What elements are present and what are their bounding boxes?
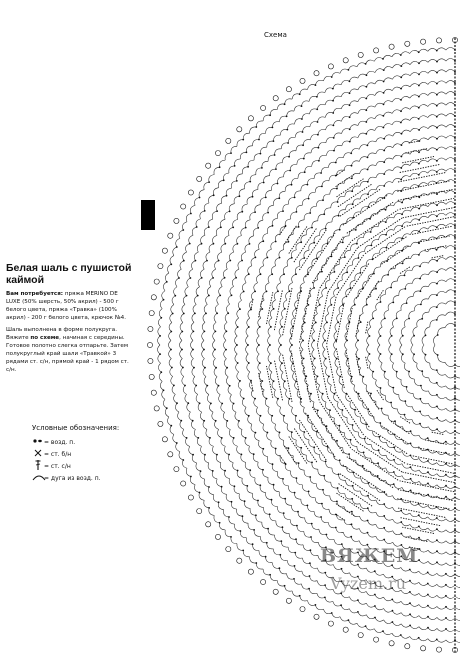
- legend-title: Условные обозначения:: [32, 424, 120, 432]
- page-edge-marker: [141, 200, 155, 230]
- materials-paragraph: [6, 290, 131, 322]
- article-title: Белая шаль с пушистой каймой: [6, 262, 132, 286]
- instructions-bold: по схеме: [30, 335, 60, 341]
- legend-text-sc: = ст. б/н: [44, 450, 72, 458]
- watermark-site: Vyzem.ru: [330, 574, 407, 593]
- article-body: [6, 290, 131, 378]
- dagger-icon: [32, 460, 44, 472]
- legend-item-dc: [32, 460, 142, 472]
- arc-icon: [32, 473, 44, 483]
- legend-text-arc: = дуга из возд. п.: [44, 474, 101, 482]
- instructions-part-b: , начиная с середины. Готовое полотно слегка отпарьте. Затем полукруглый край шали «Травкой» 3 рядами ст. с/н, прямой край - 1 рядом ст. с/н.: [6, 335, 129, 373]
- watermark-logo: ВЯЖЕМ: [320, 545, 419, 567]
- legend-item-chain: [32, 436, 142, 448]
- filled-dot-chain-icon: [32, 437, 44, 447]
- legend-item-arc: [32, 472, 142, 484]
- legend: [32, 424, 142, 484]
- cross-icon: [32, 449, 44, 459]
- instructions-part-a: Шаль выполнена в форме полукруга. Вяжите: [6, 327, 118, 341]
- materials-text: пряжа MERINO DE LUXE (50% шерсть, 50% акрил) - 500 г белого цвета, пряжа «Травка» (100% акрил) - 200 г белого цвета, крючок №4.: [6, 291, 126, 321]
- legend-text-dc: = ст. с/н: [44, 462, 71, 470]
- materials-lead: Вам потребуется:: [6, 291, 64, 297]
- instructions-paragraph: [6, 326, 131, 374]
- chart-label: Схема: [264, 31, 287, 39]
- legend-item-sc: [32, 448, 142, 460]
- legend-text-chain: = возд. п.: [44, 438, 76, 446]
